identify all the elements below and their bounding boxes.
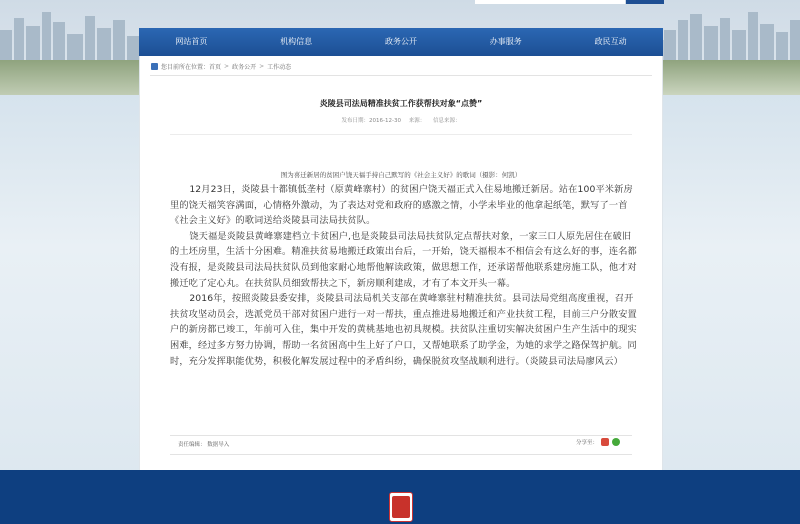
page-title: 炎陵县司法局精准扶贫工作获帮扶对象“点赞” — [319, 99, 483, 108]
nav-item-home[interactable]: 网站首页 — [175, 37, 208, 46]
share-bar — [576, 438, 620, 446]
editor-info — [178, 440, 229, 448]
editor-name: 数据导入 — [207, 442, 230, 448]
nav-item-org-info[interactable]: 机构信息 — [280, 37, 313, 46]
article-meta — [140, 116, 662, 124]
main-nav — [139, 28, 663, 56]
divider — [170, 134, 632, 135]
search-input[interactable] — [475, 0, 625, 4]
divider — [170, 454, 632, 455]
emblem-shield — [392, 496, 410, 518]
source-label: 来源： — [408, 118, 426, 124]
breadcrumb-separator: > — [259, 63, 265, 70]
breadcrumb — [151, 62, 291, 71]
paragraph: 饶天福是炎陵县黄峰寨建档立卡贫困户,也是炎陵县司法局扶贫队定点帮扶对象，一家三口人原先居住在破旧的土坯房里，生活十分困难。精准扶贫易地搬迁政策出台后，一开始，饶天福根本不相信会有这么好的事，连名都没有报，是炎陵县司法局扶贫队员到他家耐心地帮他解读政策，做思想工作，还承诺帮他联系建房施工队，他才对搬迁吃了定心丸。在扶贫队员细致帮扶之下，新房顺利建成，才有了本文开头一幕。 — [170, 230, 637, 289]
article-body — [170, 182, 640, 369]
breadcrumb-separator: > — [224, 63, 230, 70]
riverbank-left — [0, 60, 140, 100]
search-button[interactable] — [626, 0, 664, 4]
paragraph: 12月23日，炎陵县十都镇低垄村（原黄峰寨村）的贫困户饶天福正式入住易地搬迁新居。站在100平米新房里的饶天福笑容满面，心情格外激动，为了表达对党和政府的感激之情，小学未毕业的他拿起纸笔，默写了一首《社会主义好》的歌词送给炎陵县司法局扶贫队。 — [170, 184, 633, 227]
breadcrumb-gov-affairs[interactable]: 政务公开 — [232, 64, 257, 71]
riverbank-right — [660, 60, 800, 100]
breadcrumb-work-news[interactable]: 工作动态 — [267, 64, 292, 71]
divider — [170, 435, 632, 436]
article-panel — [139, 56, 663, 470]
editor-label: 责任编辑： — [178, 442, 206, 448]
divider — [150, 75, 652, 76]
breadcrumb-home[interactable]: 首页 — [209, 64, 222, 71]
paragraph: 2016年，按照炎陵县委安排，炎陵县司法局机关支部在黄峰寨驻村精准扶贫。县司法局党组高度重视，召开扶贫攻坚动员会，选派党员干部对贫困户进行一对一帮扶，重点推进易地搬迁和产业扶贫工程，目前三户分散安置户的新房都已竣工，年前可入住，集中开发的黄桃基地也初具规模。扶贫队注重切实解决贫困户生产生活中的现实困难，经过多方努力协调，帮助一名贫困高中生上好了户口，又帮她联系了助学金，为她的求学之路保驾护航。同时，充分发挥职能优势，积极化解发展过程中的矛盾纠纷，确保脱贫攻坚战顺利进行。（炎陵县司法局廖风云） — [170, 293, 637, 367]
nav-item-interaction[interactable]: 政民互动 — [594, 37, 627, 46]
nav-item-services[interactable]: 办事服务 — [489, 37, 522, 46]
justice-emblem-icon — [389, 492, 413, 522]
home-icon — [151, 63, 158, 70]
photo-caption: 图为喜迁新居的贫困户饶天福手持自己默写的《社会主义好》的歌词（摄影：何凯） — [280, 171, 522, 179]
wechat-icon[interactable] — [612, 438, 620, 446]
info-source-label: 信息来源： — [432, 118, 461, 124]
share-label: 分享至： — [575, 440, 598, 446]
nav-item-gov-affairs[interactable]: 政务公开 — [384, 37, 417, 46]
weibo-icon[interactable] — [601, 438, 609, 446]
publish-date: 发布日期：2016-12-30 — [341, 118, 401, 124]
breadcrumb-prefix: 您目前所在位置： — [161, 64, 210, 71]
